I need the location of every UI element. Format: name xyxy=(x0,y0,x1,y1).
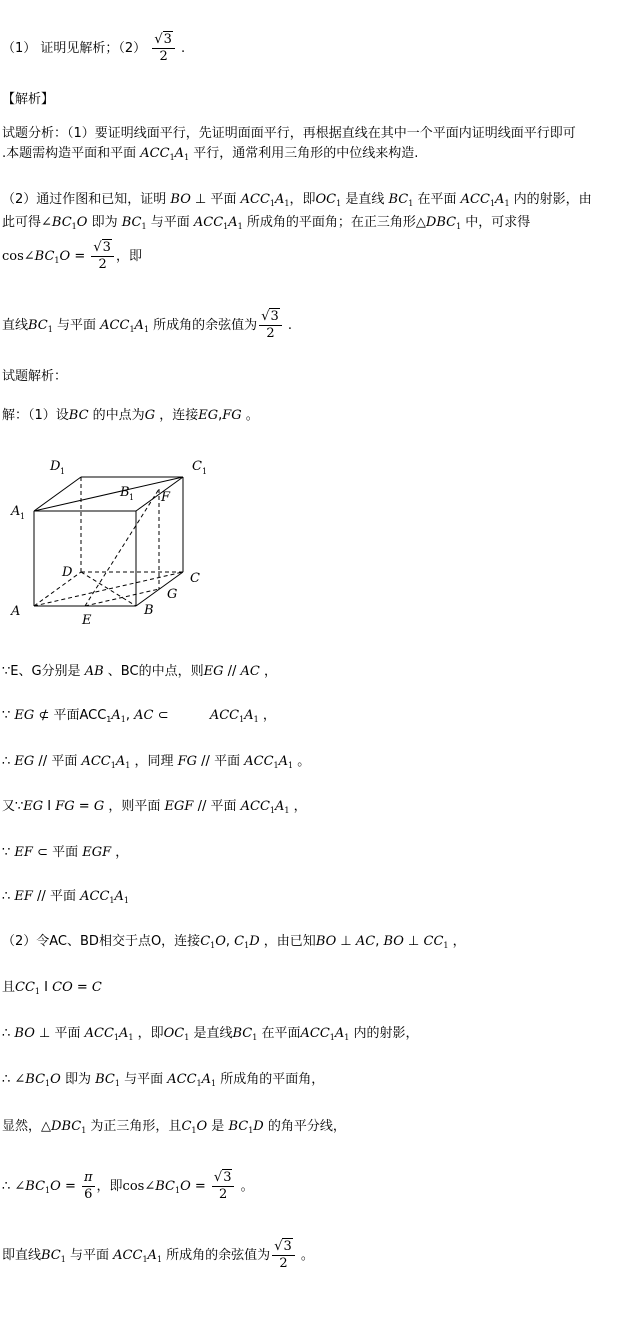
analysis-line-1: 试题分析：（1）要证明线面平行，先证明面面平行，再根据直线在其中一个平面内证明线面平行即可 xyxy=(2,126,576,141)
svg-text:1: 1 xyxy=(60,467,66,476)
answer-line: （1） 证明见解析；（2） $\frac{√3}{2}$ . xyxy=(2,32,186,64)
solution-line-7: ∴ EF // 平面 $ACC_1A_1$ xyxy=(2,889,129,905)
solution-line-1: 解：（1）设BC 的中点为G ，连接EG,FG 。 xyxy=(2,408,259,423)
analysis-line-5: $\cos\angle BC_1O$ = $\frac{√3}{2}$ ，即 xyxy=(2,240,142,272)
label-D1: D xyxy=(50,459,61,474)
solution-line-13: ∴ $\angle BC_1O$ = $\frac{\pi}{6}$ ，即$\cos\angle BC_1O$ = $\frac{√3}{2}$ 。 xyxy=(2,1170,254,1202)
svg-text:1: 1 xyxy=(202,467,208,476)
solution-line-11: ∴ $\angle BC_1O$ 即为 $BC_1$ 与平面 $ACC_1A_1$ 所成角的平面角， xyxy=(2,1072,325,1088)
sqrt3-over-2-fraction: $\frac{√3}{2}$ xyxy=(152,32,175,65)
label-D: D xyxy=(62,565,73,580)
label-B1: B xyxy=(120,485,130,500)
label-C1: C xyxy=(192,459,202,474)
solution-line-12: 显然，$\triangle DBC_1$ 为正三角形，且$C_1O$ 是 $BC_1D$ 的角平分线， xyxy=(2,1119,346,1135)
analysis-line-3: （2）通过作图和已知，证明 BO ⊥ 平面 $ACC_1A_1$，即$OC_1$ 是直线 $BC_1$ 在平面 $ACC_1A_1$ 内的射影，由 xyxy=(2,192,592,208)
cube-figure xyxy=(6,452,216,630)
label-C: C xyxy=(190,571,200,586)
solution-line-3: ∵ EG ⊄ 平面$ACC_1A_1$, AC ⊂ $ACC_1A_1$ ， xyxy=(2,708,276,724)
analysis-line-4: 此可得$\angle BC_1O$ 即为 $BC_1$ 与平面 $ACC_1A_1$ 所成角的平面角；在正三角形$\triangle DBC_1$ 中，可求得 xyxy=(2,215,531,231)
svg-text:1: 1 xyxy=(129,493,135,502)
solution-line-10: ∴ BO ⊥ 平面 $ACC_1A_1$ ，即$OC_1$ 是直线$BC_1$ 在平面$ACC_1A_1$ 内的射影， xyxy=(2,1026,419,1042)
solution-line-5: 又∵EG I FG = G ，则平面 EGF // 平面 $ACC_1A_1$ ， xyxy=(2,799,307,815)
svg-text:1: 1 xyxy=(20,512,26,521)
solution-line-2: ∵E、G分别是 AB 、BC的中点，则EG // AC ， xyxy=(2,664,277,679)
label-E: E xyxy=(82,613,92,628)
solution-line-4: ∴ EG // 平面 $ACC_1A_1$ ，同理 FG // 平面 $ACC_1A_1$ 。 xyxy=(2,754,311,770)
analysis-heading: 【解析】 xyxy=(2,92,55,107)
label-A1: A xyxy=(11,504,21,519)
analysis-line-6: 直线$BC_1$ 与平面 $ACC_1A_1$ 所成角的余弦值为 $\frac{√3}{2}$ . xyxy=(2,309,293,341)
label-B: B xyxy=(144,603,154,618)
label-A: A xyxy=(11,604,21,619)
analysis-line-2: .本题需构造平面和平面 $ACC_1A_1$ 平行，通常利用三角形的中位线来构造. xyxy=(2,146,419,162)
solution-line-14: 即直线$BC_1$ 与平面 $ACC_1A_1$ 所成角的余弦值为 $\frac{√3}{2}$ 。 xyxy=(2,1239,314,1271)
solution-line-6: ∵ EF ⊂ 平面 EGF ， xyxy=(2,845,129,860)
label-F: F xyxy=(161,490,171,505)
solution-heading: 试题解析： xyxy=(2,369,68,384)
solution-line-9: 且$CC_1$ I CO = C xyxy=(2,980,102,996)
solution-line-8: （2）令AC、BD相交于点O，连接$C_1O$, $C_1D$ ，由已知BO ⊥ AC, BO ⊥ $CC_1$ ， xyxy=(2,934,466,950)
answer-text: （1） 证明见解析；（2） xyxy=(2,41,147,56)
label-G: G xyxy=(167,587,178,602)
